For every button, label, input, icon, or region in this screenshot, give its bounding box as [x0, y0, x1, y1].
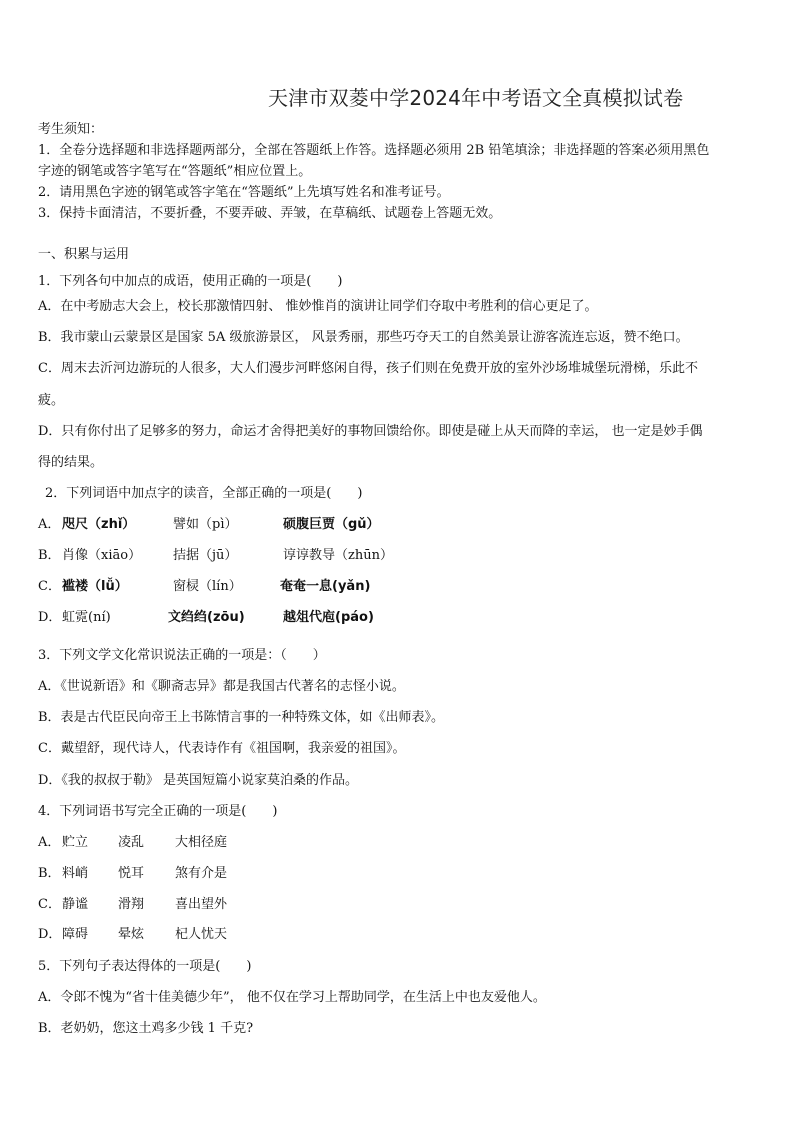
question-5-option-a: A．令郎不愧为“省十佳美德少年”， 他不仅在学习上帮助同学，在生活上中也友爱他人。: [38, 990, 546, 1005]
question-4-word: 贮立: [62, 835, 89, 850]
question-3-stem: 3．下列文学文化常识说法正确的一项是：（ ）: [38, 648, 326, 663]
question-1-stem: 1．下列各句中加点的成语，使用正确的一项是( ): [38, 274, 343, 289]
question-2-word: 奄奄一息(yǎn): [280, 579, 371, 594]
question-1-option-c-cont: 疲。: [38, 393, 65, 408]
notice-item: 1．全卷分选择题和非选择题两部分，全部在答题纸上作答。选择题必须用 2B 铅笔填涂；非选择题的答案必须用黑色: [38, 143, 710, 158]
notice-heading: 考生须知：: [38, 122, 104, 137]
question-2-option-label: D．: [38, 610, 62, 625]
question-2-word: 拮据（jū）: [173, 548, 238, 563]
question-4-word: 障碍: [62, 927, 89, 942]
question-2-word: 窗棂（lín）: [173, 579, 242, 594]
question-2-option-label: C．: [38, 579, 61, 594]
question-1-option-d-cont: 得的结果。: [38, 455, 104, 470]
question-2-word: 文绉绉(zōu): [168, 610, 245, 625]
question-4-word: 晕炫: [118, 927, 145, 942]
question-5-stem: 5．下列句子表达得体的一项是( ): [38, 959, 252, 974]
question-2-word: 肖像（xiāo）: [62, 548, 142, 563]
question-1-option-b: B．我市蒙山云蒙景区是国家 5A 级旅游景区， 风景秀丽，那些巧夺天工的自然美景让游客流连忘返，赞不绝口。: [38, 330, 689, 345]
question-4-word: 喜出望外: [175, 897, 228, 912]
question-2-stem: 2．下列词语中加点字的读音，全部正确的一项是( ): [45, 486, 363, 501]
question-4-word: 悦耳: [118, 866, 145, 881]
question-4-word: 静谧: [62, 897, 89, 912]
question-2-option-label: A．: [38, 517, 61, 532]
question-4-word: 料峭: [62, 866, 89, 881]
question-3-option-b: B．表是古代臣民向帝王上书陈情言事的一种特殊文体，如《出师表》。: [38, 710, 445, 725]
question-1-option-c: C．周末去沂河边游玩的人很多，大人们漫步河畔悠闲自得，孩子们则在免费开放的室外沙场堆城堡玩滑梯，乐此不: [38, 361, 698, 376]
question-2-word: 咫尺（zhǐ）: [62, 517, 136, 532]
question-4-word: 凌乱: [118, 835, 145, 850]
question-4-word: 杞人忧天: [175, 927, 228, 942]
section-heading: 一、积累与运用: [38, 247, 130, 262]
question-4-option-label: C．: [38, 897, 61, 912]
question-4-word: 滑翔: [118, 897, 145, 912]
question-2-word: 越俎代庖(páo): [283, 610, 374, 625]
question-2-word: 譬如（pì）: [173, 517, 238, 532]
question-1-option-a: A．在中考励志大会上，校长那激情四射、 惟妙惟肖的演讲让同学们夺取中考胜利的信心更足了。: [38, 299, 598, 314]
question-4-word: 煞有介是: [175, 866, 228, 881]
question-4-stem: 4．下列词语书写完全正确的一项是( ): [38, 804, 278, 819]
page-title: 天津市双菱中学2024年中考语文全真模拟试卷: [268, 86, 684, 110]
question-4-option-label: A．: [38, 835, 61, 850]
question-5-option-b: B．老奶奶，您这土鸡多少钱 1 千克?: [38, 1021, 254, 1036]
question-3-option-d: D．《我的叔叔于勒》 是英国短篇小说家莫泊桑的作品。: [38, 773, 359, 788]
question-1-option-d: D．只有你付出了足够多的努力，命运才舍得把美好的事物回馈给你。即使是碰上从天而降的幸运， 也一定是妙手偶: [38, 424, 703, 439]
question-4-option-label: B．: [38, 866, 61, 881]
question-2-word: 褴褛（lǚ）: [62, 579, 128, 594]
question-2-word: 硕腹巨贾（gǔ）: [283, 517, 380, 532]
question-3-option-c: C．戴望舒，现代诗人，代表诗作有《祖国啊，我亲爱的祖国》。: [38, 741, 406, 756]
notice-item: 3．保持卡面清洁，不要折叠，不要弄破、弄皱，在草稿纸、试题卷上答题无效。: [38, 206, 502, 221]
question-2-word: 谆谆教导（zhūn）: [283, 548, 393, 563]
question-2-option-label: B．: [38, 548, 61, 563]
notice-item: 字迹的钢笔或答字笔写在“答题纸”相应位置上。: [38, 164, 312, 179]
question-4-word: 大相径庭: [175, 835, 228, 850]
notice-item: 2．请用黑色字迹的钢笔或答字笔在“答题纸”上先填写姓名和准考证号。: [38, 185, 450, 200]
question-2-word: 虹霓(ní): [62, 610, 111, 625]
question-3-option-a: A．《世说新语》和《聊斋志异》都是我国古代著名的志怪小说。: [38, 679, 405, 694]
question-4-option-label: D．: [38, 927, 62, 942]
